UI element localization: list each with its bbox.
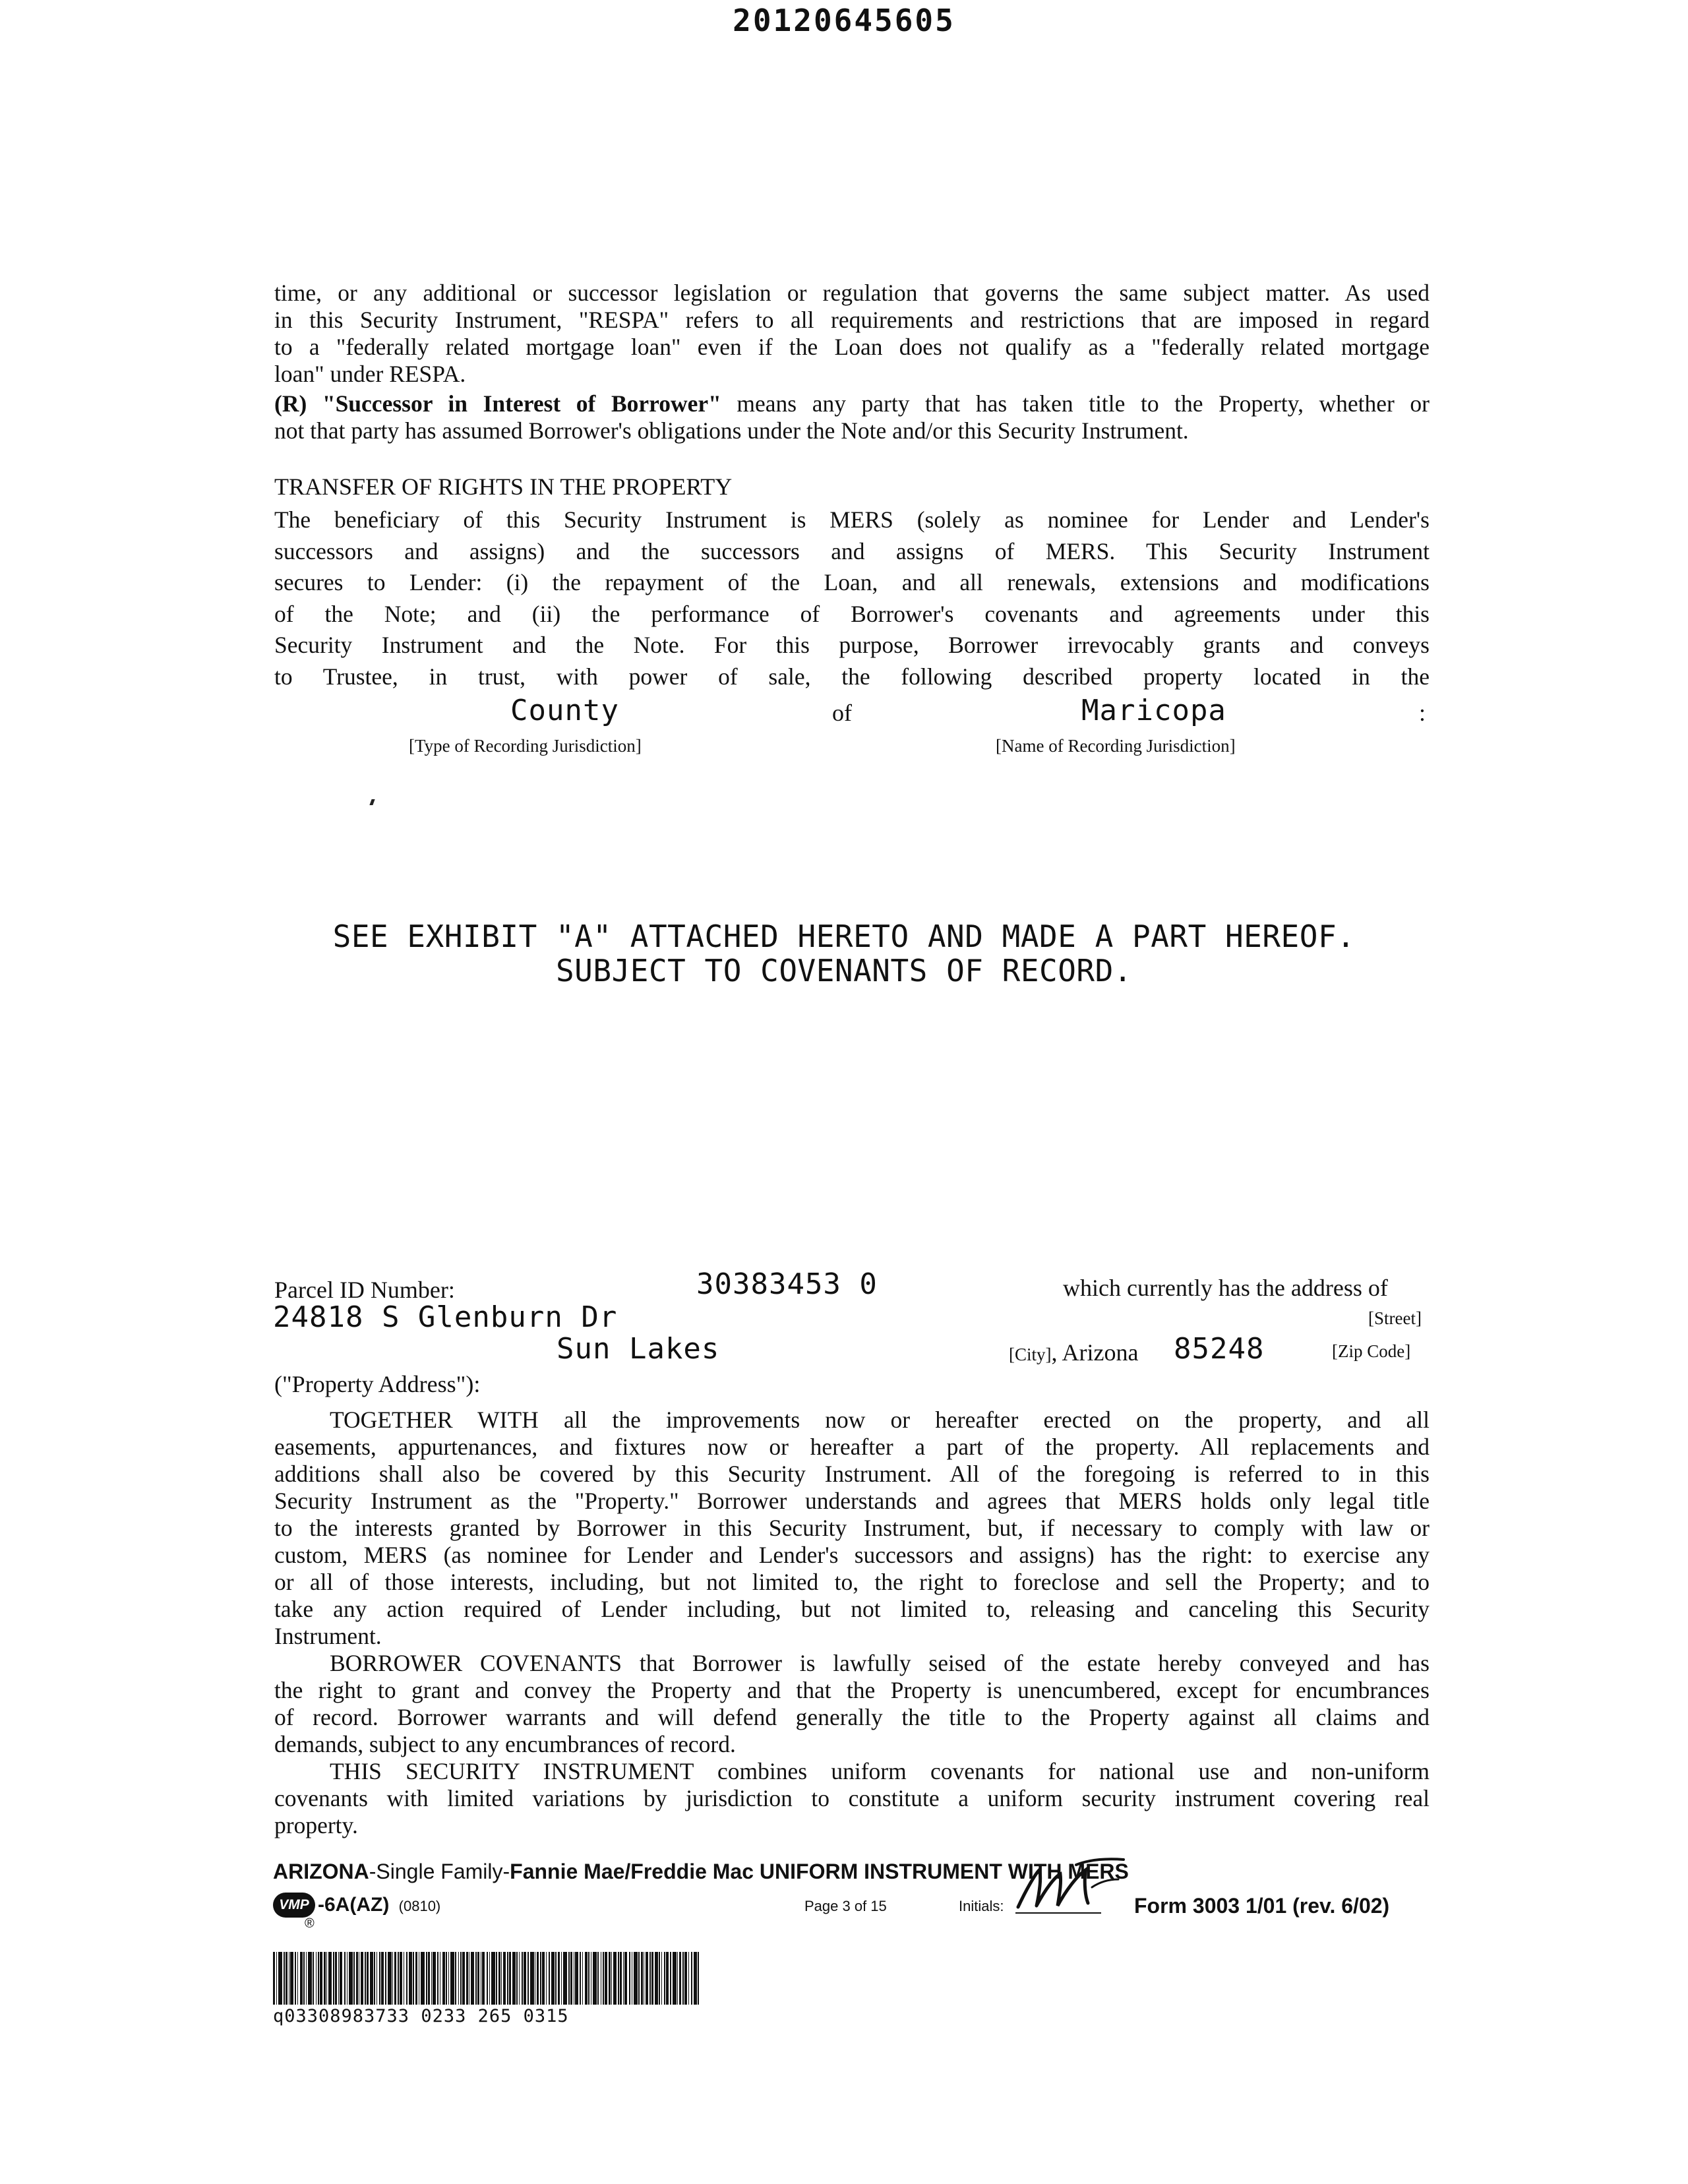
barcode-bar <box>501 1952 502 2005</box>
barcode-bar <box>487 1952 488 2005</box>
barcode-bar <box>641 1952 643 2005</box>
footer-form-version: (0810) <box>398 1898 441 1914</box>
barcode-bar <box>519 1952 520 2005</box>
barcode-bar <box>400 1952 402 2005</box>
barcode-bar <box>659 1952 660 2005</box>
barcode-bar <box>349 1952 353 2005</box>
barcode-bar <box>413 1952 414 2005</box>
barcode-bar <box>516 1952 518 2005</box>
barcode-bar <box>542 1952 545 2005</box>
barcode-bar <box>546 1952 547 2005</box>
city-value: Sun Lakes <box>557 1332 720 1366</box>
barcode-bar <box>303 1952 305 2005</box>
footer-page-number: Page 3 of 15 <box>804 1898 887 1914</box>
barcode-bar <box>530 1952 534 2005</box>
jurisdiction-type-label: [Type of Recording Jurisdiction] <box>409 736 642 756</box>
uniform-instrument-paragraph <box>274 1758 1430 1839</box>
respa-paragraph <box>274 280 1430 388</box>
text-line: easements, appurtenances, and fixtures now or hereafter a part of the property. All replacements and <box>274 1434 1430 1460</box>
barcode-bar <box>415 1952 417 2005</box>
text-line: of the Note; and (ii) the performance of Borrower's covenants and agreements under this <box>274 600 1430 627</box>
barcode-bar <box>437 1952 438 2005</box>
barcode-bar <box>313 1952 314 2005</box>
barcode-bar <box>679 1952 681 2005</box>
barcode-bar <box>605 1952 607 2005</box>
barcode-bar <box>273 1952 275 2005</box>
barcode-bar <box>646 1952 648 2005</box>
barcode-bar <box>340 1952 342 2005</box>
barcode-bar <box>356 1952 358 2005</box>
footer-form-code-line <box>318 1894 440 1916</box>
stray-mark <box>369 799 375 805</box>
state-text: , Arizona <box>1051 1339 1139 1366</box>
barcode-bar <box>555 1952 557 2005</box>
text-line: to a "federally related mortgage loan" even if the Loan does not qualify as a "federally related mortgage <box>274 334 1430 360</box>
barcode-bar <box>651 1952 653 2005</box>
initials-underline <box>1015 1912 1101 1914</box>
barcode-bar <box>455 1952 456 2005</box>
city-label: [City] <box>1009 1345 1052 1364</box>
text-line: to Trustee, in trust, with power of sale, the following described property located in the <box>274 663 1430 690</box>
barcode-bar <box>524 1952 526 2005</box>
barcode-bar <box>428 1952 430 2005</box>
barcode-bar <box>684 1952 687 2005</box>
barcode-bar <box>361 1952 363 2005</box>
barcode-number: q03308983733 0233 265 0315 <box>273 2006 569 2026</box>
barcode-bar <box>623 1952 624 2005</box>
barcode-bar <box>284 1952 285 2005</box>
barcode-bar <box>353 1952 355 2005</box>
barcode-bar <box>276 1952 277 2005</box>
text-line: in this Security Instrument, "RESPA" refers to all requirements and restrictions that are imposed in regard <box>274 307 1430 333</box>
text-line: custom, MERS (as nominee for Lender and Lender's successors and assigns) has the right: to exercise any <box>274 1542 1430 1568</box>
definition-text: means any party that has taken title to the Property, whether or <box>721 390 1430 417</box>
barcode-bar <box>344 1952 346 2005</box>
footer-fannie: Fannie Mae/Freddie Mac UNIFORM INSTRUMENT WITH MERS <box>510 1860 1129 1883</box>
text-line: the right to grant and convey the Property and that the Property is unencumbered, except for encumbrances <box>274 1677 1430 1703</box>
barcode-bar <box>385 1952 386 2005</box>
barcode-bar <box>558 1952 560 2005</box>
city-state-line <box>1009 1339 1138 1366</box>
barcode-bar <box>335 1952 337 2005</box>
text-line: additions shall also be covered by this Security Instrument. All of the foregoing is referred to in this <box>274 1461 1430 1487</box>
barcode-bar <box>489 1952 490 2005</box>
zip-label: [Zip Code] <box>1332 1341 1411 1361</box>
barcode-bar <box>278 1952 282 2005</box>
text-line: THIS SECURITY INSTRUMENT combines uniform covenants for national use and non-uniform <box>330 1758 1430 1784</box>
barcode-bar <box>446 1952 447 2005</box>
barcode-bar <box>597 1952 599 2005</box>
text-line: take any action required of Lender including, but not limited to, releasing and canceling this Security <box>274 1596 1430 1622</box>
text-line: property. <box>274 1812 358 1838</box>
barcode-bar <box>677 1952 678 2005</box>
barcode-bar <box>286 1952 287 2005</box>
barcode-bar <box>655 1952 658 2005</box>
barcode-bar <box>512 1952 516 2005</box>
barcode-bar <box>448 1952 449 2005</box>
barcode-bar <box>593 1952 597 2005</box>
street-value: 24818 S Glenburn Dr <box>273 1300 618 1334</box>
text-line <box>274 390 1430 417</box>
barcode-bar <box>540 1952 541 2005</box>
barcode-bar <box>306 1952 307 2005</box>
barcode-bar <box>297 1952 298 2005</box>
footer-form-code: -6A(AZ) <box>318 1894 390 1916</box>
barcode-bar <box>549 1952 550 2005</box>
barcode-bar <box>471 1952 474 2005</box>
barcode-bar <box>666 1952 669 2005</box>
barcode-bar <box>477 1952 479 2005</box>
text-line: The beneficiary of this Security Instrument is MERS (solely as nominee for Lender and Lender's <box>274 506 1430 533</box>
barcode-bar <box>588 1952 589 2005</box>
barcode-bar <box>409 1952 412 2005</box>
barcode-bar <box>433 1952 436 2005</box>
text-line: not that party has assumed Borrower's obligations under the Note and/or this Security Instrument. <box>274 417 1189 444</box>
barcode-bar <box>398 1952 399 2005</box>
barcode-bar <box>406 1952 407 2005</box>
text-line: demands, subject to any encumbrances of record. <box>274 1731 736 1757</box>
barcode-bar <box>609 1952 611 2005</box>
barcode-bar <box>379 1952 380 2005</box>
barcode-bar <box>638 1952 640 2005</box>
barcode-bar <box>370 1952 373 2005</box>
barcode-bar <box>431 1952 432 2005</box>
text-line: covenants with limited variations by jurisdiction to constitute a uniform security instrument covering real <box>274 1785 1430 1811</box>
text-line: Instrument. <box>274 1623 382 1649</box>
barcode-bar <box>582 1952 583 2005</box>
barcode-bar <box>629 1952 630 2005</box>
barcode-bar <box>381 1952 384 2005</box>
barcode-bar <box>673 1952 677 2005</box>
street-label: [Street] <box>1368 1308 1422 1328</box>
barcode-bar <box>460 1952 462 2005</box>
barcode-bar <box>458 1952 459 2005</box>
barcode-bar <box>482 1952 485 2005</box>
barcode-bar <box>318 1952 319 2005</box>
barcode-bar <box>585 1952 588 2005</box>
barcode-bar <box>421 1952 425 2005</box>
barcode-bar <box>575 1952 578 2005</box>
barcode-bar <box>570 1952 572 2005</box>
barcode-bar <box>466 1952 468 2005</box>
barcode-bar <box>426 1952 427 2005</box>
barcode-bar <box>374 1952 375 2005</box>
text-line: loan" under RESPA. <box>274 361 466 387</box>
barcode-bar <box>694 1952 697 2005</box>
text-line: time, or any additional or successor legislation or regulation that governs the same subject matter. As used <box>274 280 1430 306</box>
barcode-bar <box>661 1952 662 2005</box>
jurisdiction-type-value: County <box>510 694 619 727</box>
borrower-covenants-paragraph <box>274 1650 1430 1758</box>
initials-signature <box>1013 1850 1131 1919</box>
barcode-bar <box>388 1952 392 2005</box>
jurisdiction-name-value: Maricopa <box>1081 694 1226 727</box>
property-address-label: ("Property Address"): <box>274 1371 481 1397</box>
barcode-bar <box>551 1952 555 2005</box>
barcode-bar <box>670 1952 671 2005</box>
barcode-bar <box>498 1952 500 2005</box>
barcode-bar <box>475 1952 477 2005</box>
barcode-bar <box>580 1952 581 2005</box>
barcode-bar <box>611 1952 612 2005</box>
parcel-label: Parcel ID Number: <box>274 1277 455 1303</box>
barcode-bar <box>624 1952 627 2005</box>
barcode-bar <box>328 1952 332 2005</box>
barcode-bar <box>367 1952 369 2005</box>
barcode-bar <box>522 1952 523 2005</box>
jurisdiction-of: of <box>832 700 852 726</box>
barcode-bar <box>618 1952 619 2005</box>
barcode-bar <box>664 1952 665 2005</box>
address-intro: which currently has the address of <box>1063 1275 1388 1301</box>
barcode-bar <box>634 1952 638 2005</box>
barcode-bar <box>620 1952 622 2005</box>
barcode-bar <box>613 1952 617 2005</box>
barcode-bar <box>300 1952 303 2005</box>
barcode-bar <box>682 1952 684 2005</box>
text-line: Security Instrument and the Note. For this purpose, Borrower irrevocably grants and conveys <box>274 632 1430 658</box>
transfer-paragraph <box>274 504 1430 692</box>
text-line: TOGETHER WITH all the improvements now or hereafter erected on the property, and all <box>330 1407 1430 1433</box>
zip-value: 85248 <box>1174 1332 1265 1366</box>
barcode-bar <box>326 1952 327 2005</box>
exhibit-line: SUBJECT TO COVENANTS OF RECORD. <box>555 953 1133 988</box>
jurisdiction-name-label: [Name of Recording Jurisdiction] <box>996 736 1236 756</box>
barcode-bar <box>333 1952 334 2005</box>
exhibit-line: SEE EXHIBIT "A" ATTACHED HERETO AND MADE A PART HEREOF. <box>332 919 1356 954</box>
barcode-bar <box>568 1952 570 2005</box>
footer-initials-label: Initials: <box>959 1898 1004 1914</box>
footer-form-number: Form 3003 1/01 (rev. 6/02) <box>1134 1894 1390 1918</box>
barcode-bar <box>537 1952 539 2005</box>
footer-form-title <box>273 1860 1129 1884</box>
barcode-bar <box>691 1952 692 2005</box>
section-heading: TRANSFER OF RIGHTS IN THE PROPERTY <box>274 473 733 500</box>
barcode-bar <box>563 1952 567 2005</box>
successor-definition <box>274 390 1430 444</box>
barcode-bar <box>503 1952 506 2005</box>
barcode-bar <box>698 1952 699 2005</box>
together-with-paragraph <box>274 1407 1430 1650</box>
barcode-bar <box>394 1952 396 2005</box>
text-line: successors and assigns) and the successors and assigns of MERS. This Security Instrument <box>274 537 1430 564</box>
text-line: to the interests granted by Borrower in this Security Instrument, but, if necessary to comply with law or <box>274 1515 1430 1541</box>
text-line: BORROWER COVENANTS that Borrower is lawfully seised of the estate hereby conveyed and has <box>330 1650 1430 1676</box>
barcode-bar <box>442 1952 445 2005</box>
exhibit-statement <box>0 919 1688 988</box>
barcode-bar <box>462 1952 465 2005</box>
barcode-bar <box>507 1952 508 2005</box>
barcode-bar <box>324 1952 326 2005</box>
barcode-bar <box>649 1952 651 2005</box>
vmp-logo-area <box>273 1893 315 1931</box>
barcode-bar <box>603 1952 604 2005</box>
text-line: or all of those interests, including, but not limited to, the right to foreclose and sell the Property; and to <box>274 1569 1430 1595</box>
barcode-bar <box>528 1952 529 2005</box>
barcode-bar <box>392 1952 393 2005</box>
barcode-bar <box>365 1952 366 2005</box>
barcode-bar <box>450 1952 454 2005</box>
vmp-logo: VMP <box>273 1893 315 1918</box>
barcode-bar <box>290 1952 293 2005</box>
barcode-bar <box>308 1952 312 2005</box>
document-number: 20120645605 <box>733 3 955 38</box>
barcode-bar <box>496 1952 497 2005</box>
barcode-bar <box>688 1952 689 2005</box>
text-line: secures to Lender: (i) the repayment of the Loan, and all renewals, extensions and modifications <box>274 569 1430 595</box>
barcode <box>273 1952 721 2007</box>
definition-term: (R) "Successor in Interest of Borrower" <box>274 390 721 417</box>
footer-state: ARIZONA <box>273 1860 369 1883</box>
barcode-bar <box>561 1952 562 2005</box>
text-line: of record. Borrower warrants and will defend generally the title to the Property against all claims and <box>274 1704 1430 1730</box>
text-line: Security Instrument as the "Property." Borrower understands and agrees that MERS holds only legal title <box>274 1488 1430 1514</box>
registered-mark: ® <box>305 1916 315 1931</box>
footer-family: -Single Family- <box>369 1860 510 1883</box>
jurisdiction-colon: : <box>1419 700 1426 726</box>
barcode-bar <box>491 1952 495 2005</box>
barcode-bar <box>509 1952 511 2005</box>
barcode-bar <box>295 1952 296 2005</box>
barcode-bar <box>320 1952 322 2005</box>
parcel-id-value: 30383453 0 <box>696 1267 878 1301</box>
barcode-bar <box>338 1952 339 2005</box>
